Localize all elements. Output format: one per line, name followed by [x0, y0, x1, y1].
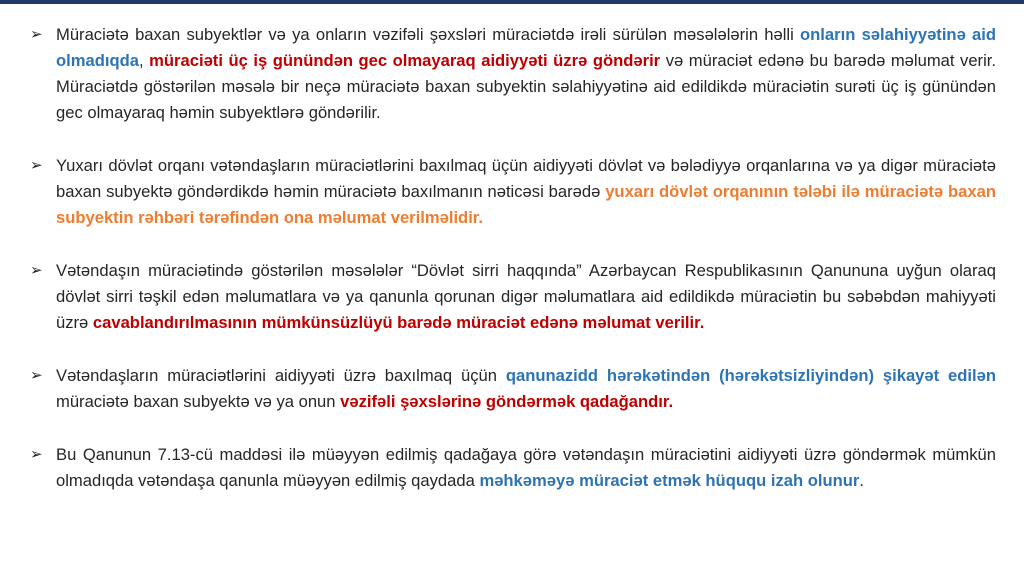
bullet-item-4 — [30, 363, 996, 415]
plain-text: müraciətə baxan subyektə və ya onun — [56, 392, 341, 411]
plain-text: Müraciətə baxan subyektlər və ya onların vəzifəli şəxsləri müraciətdə irəli sürülən məsələlərin həlli — [56, 25, 801, 44]
plain-text: , — [138, 51, 150, 70]
slide-content — [30, 22, 996, 521]
bullet-item-2 — [30, 153, 996, 231]
arrow-bullet-icon: ➢ — [30, 446, 43, 463]
bullet-text-4 — [56, 363, 996, 415]
plain-text: Yuxarı dövlət orqanı vətəndaşların müraciətlərini baxılmaq üçün aidiyyəti dövlət və bələdiyyə orqanlarına və ya digər müraciətə baxan subyektə göndərdikdə həmin müraciətə baxılmanın nəticəsi barədə — [56, 156, 996, 201]
bullet-text-2 — [56, 153, 996, 231]
arrow-bullet-icon: ➢ — [30, 367, 43, 384]
plain-text: və müraciət edənə bu barədə məlumat verir. Müraciətdə göstərilən məsələ bir neçə müraciətə baxan subyektin səlahiyyətinə aid edildikdə müraciətin surəti üç iş günündən gec olmayaraq həmin subyektlərə göndərilir. — [56, 51, 996, 122]
highlight-red: vəzifəli şəxslərinə göndərmək qadağandır. — [340, 392, 674, 411]
arrow-bullet-icon: ➢ — [30, 26, 43, 43]
highlight-blue: onların səlahiyyətinə aid olmadıqda — [56, 25, 996, 70]
highlight-red: cavablandırılmasının mümkünsüzlüyü barədə müraciət edənə məlumat verilir. — [92, 313, 705, 332]
arrow-bullet-icon: ➢ — [30, 157, 43, 174]
arrow-bullet-icon: ➢ — [30, 262, 43, 279]
highlight-blue: qanunazidd hərəkətindən (hərəkətsizliyindən) şikayət edilən — [505, 366, 996, 385]
bullet-text-1 — [56, 22, 996, 126]
plain-text: Bu Qanunun 7.13-cü maddəsi ilə müəyyən edilmiş qadağaya görə vətəndaşın müraciətini aidiyyəti üzrə göndərmək mümkün olmadıqda vətəndaşa qanunla müəyyən edilmiş qaydada — [56, 445, 996, 490]
bullet-item-3 — [30, 258, 996, 336]
plain-text: . — [859, 471, 864, 490]
bullet-item-1 — [30, 22, 996, 126]
bullet-text-3 — [56, 258, 996, 336]
bullet-item-5 — [30, 442, 996, 494]
highlight-blue: məhkəməyə müraciət etmək hüququ izah olunur — [479, 471, 860, 490]
highlight-orange: yuxarı dövlət orqanının tələbi ilə müraciətə baxan subyektin rəhbəri tərəfindən ona məlumat verilməlidir. — [56, 182, 996, 227]
top-rule — [0, 0, 1024, 4]
plain-text: Vətəndaşın müraciətində göstərilən məsələlər “Dövlət sirri haqqında” Azərbaycan Respublikasının Qanununa uyğun olaraq dövlət sirri təşkil edən məlumatlara və ya qanunla qorunan digər məlumatlara aid edildikdə müraciətin bu səbəbdən mahiyyəti üzrə — [56, 261, 996, 332]
bullet-text-5 — [56, 442, 996, 494]
plain-text: Vətəndaşların müraciətlərini aidiyyəti üzrə baxılmaq üçün — [56, 366, 506, 385]
highlight-red: müraciəti üç iş günündən gec olmayaraq aidiyyəti üzrə göndərir — [149, 51, 661, 70]
